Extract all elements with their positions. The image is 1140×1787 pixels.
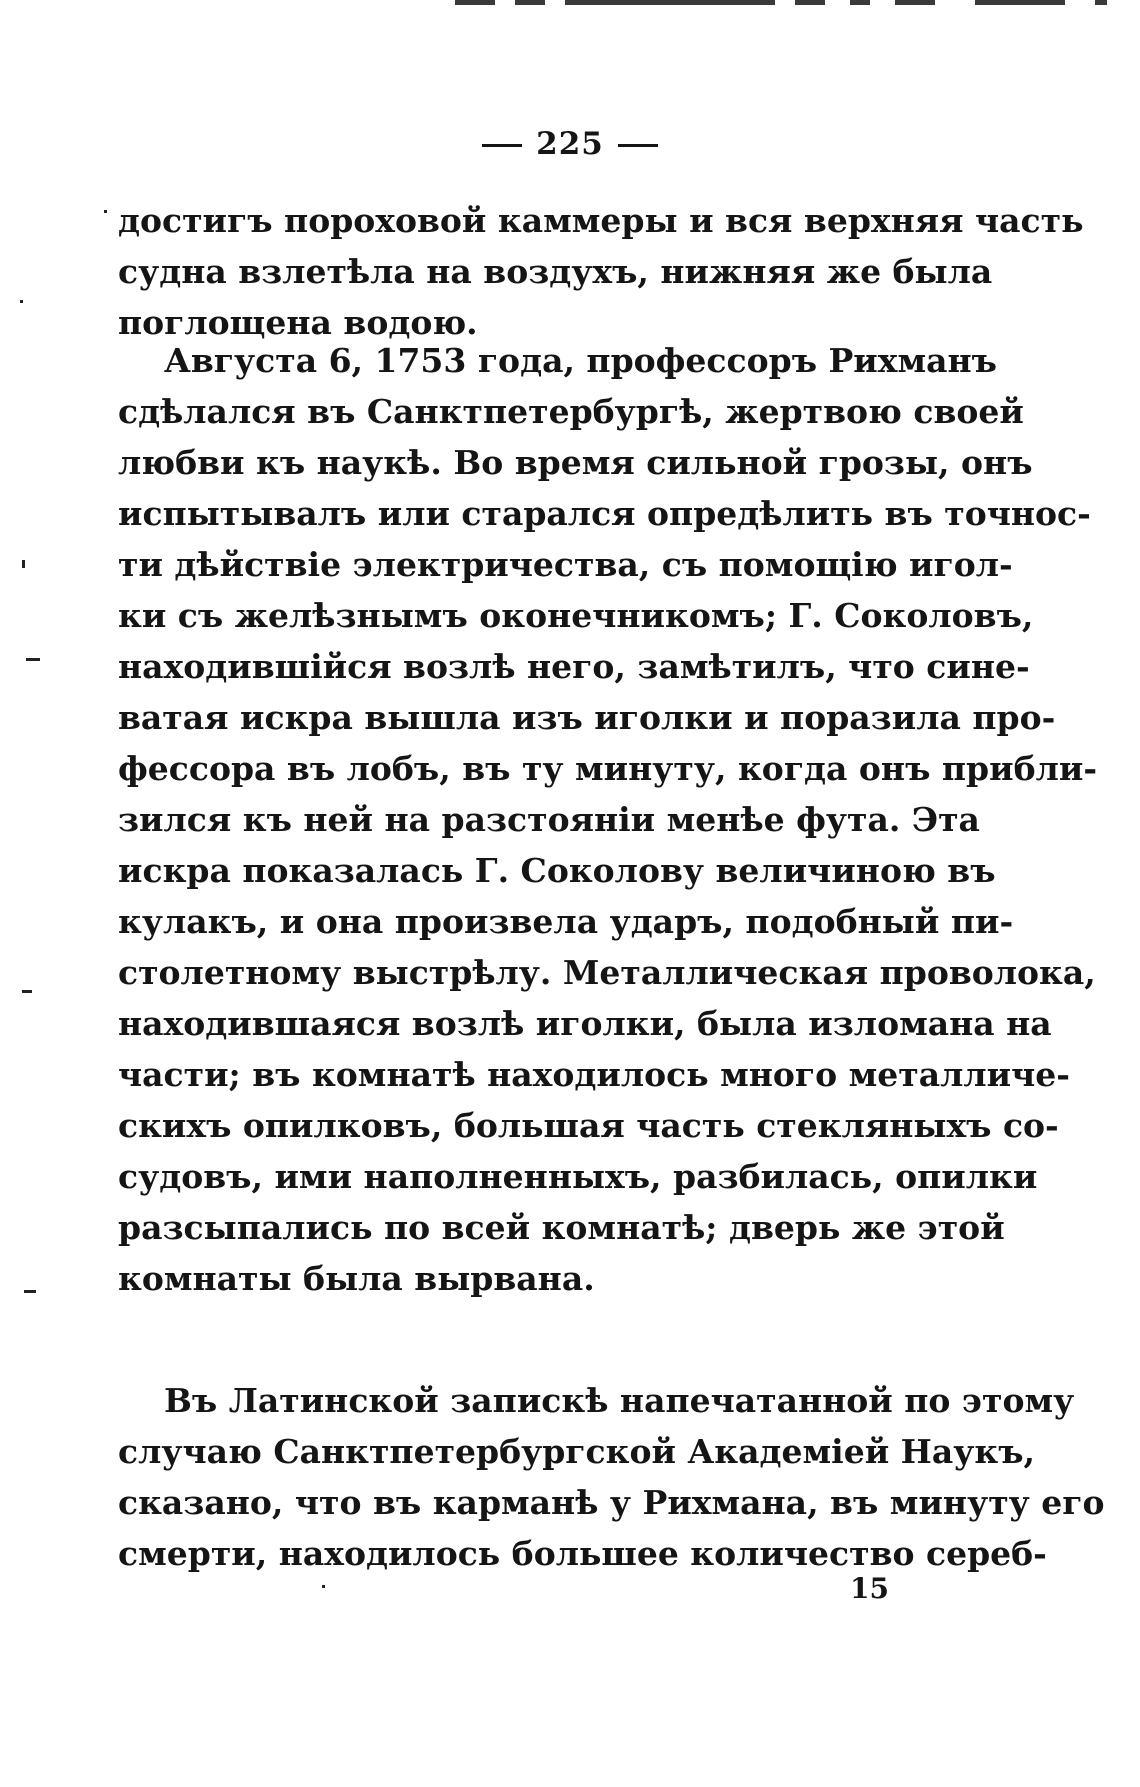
text-line: случаю Санктпетербургской Академіей Наукъ, [118, 1432, 1035, 1471]
scan-speck [22, 560, 25, 568]
paragraph-1 [118, 195, 1084, 348]
text-line: кулакъ, и она произвела ударъ, подобный пи- [118, 902, 1014, 941]
paragraph-3 [118, 1375, 1105, 1579]
text-line: части; въ комнатѣ находилось много металличе- [118, 1055, 1070, 1094]
text-line: находившійся возлѣ него, замѣтилъ, что сине- [118, 647, 1030, 686]
paragraph-2 [118, 335, 1098, 1304]
text-line: достигъ пороховой каммеры и вся верхняя часть [118, 201, 1084, 240]
page-number [0, 126, 1140, 162]
text-line: смерти, находилось большее количество сереб- [118, 1534, 1047, 1573]
top-edge-artifact [455, 0, 1115, 8]
left-dash [482, 144, 522, 147]
text-line: поглощена водою. [118, 303, 478, 342]
signature-mark: 15 [850, 1572, 889, 1605]
scan-speck [24, 1290, 36, 1293]
text-line: судовъ, ими наполненныхъ, разбилась, опилки [118, 1157, 1038, 1196]
text-line: ти дѣйствіе электричества, съ помощію игол- [118, 545, 1013, 584]
text-line: зился къ ней на разстояніи менѣе фута. Эта [118, 800, 980, 839]
scan-speck [22, 990, 32, 993]
text-line: судна взлетѣла на воздухъ, нижняя же была [118, 252, 993, 291]
text-line: комнаты была вырвана. [118, 1259, 595, 1298]
text-line: любви къ наукѣ. Во время сильной грозы, онъ [118, 443, 1033, 482]
text-line: сказано, что въ карманѣ у Рихмана, въ минуту его [118, 1483, 1105, 1522]
text-line: столетному выстрѣлу. Металлическая проволока, [118, 953, 1096, 992]
text-line: ки съ желѣзнымъ оконечникомъ; Г. Соколовъ, [118, 596, 1034, 635]
text-line: испытывалъ или старался опредѣлить въ точнос- [118, 494, 1091, 533]
scan-speck [104, 210, 107, 213]
text-line: скихъ опилковъ, большая часть стекляныхъ со- [118, 1106, 1059, 1145]
text-line: Въ Латинской запискѣ напечатанной по этому [164, 1381, 1075, 1420]
scan-speck [26, 658, 40, 661]
text-line: сдѣлался въ Санктпетербургѣ, жертвою своей [118, 392, 1024, 431]
text-line: искра показалась Г. Соколову величиною въ [118, 851, 996, 890]
text-line: ватая искра вышла изъ иголки и поразила про- [118, 698, 1056, 737]
text-line: фессора въ лобъ, въ ту минуту, когда онъ прибли- [118, 749, 1098, 788]
page-number-text: 225 [536, 126, 604, 162]
text-line: Августа 6, 1753 года, профессоръ Рихманъ [164, 341, 997, 380]
scan-speck [20, 300, 23, 303]
scan-speck [322, 1585, 325, 1588]
right-dash [618, 144, 658, 147]
text-line: разсыпались по всей комнатѣ; дверь же этой [118, 1208, 1005, 1247]
text-line: находившаяся возлѣ иголки, была изломана на [118, 1004, 1052, 1043]
